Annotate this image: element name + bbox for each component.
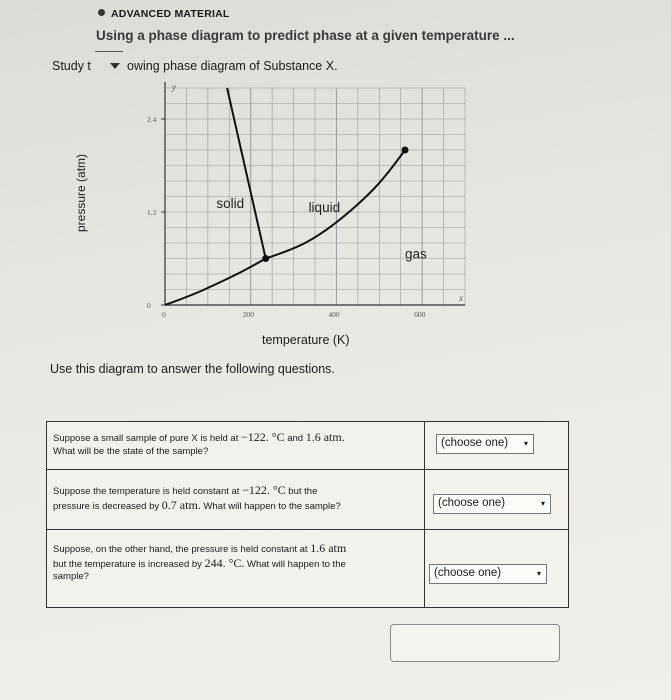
question-text-part: Suppose, on the other hand, the pressure is held constant at	[53, 544, 311, 555]
x-tick-label: 400	[328, 310, 340, 319]
question-row	[47, 422, 568, 470]
dropdown-arrow-icon: ▾	[523, 439, 528, 448]
column-divider	[424, 530, 425, 607]
column-divider	[424, 470, 425, 529]
phase-boundary-line	[227, 88, 266, 259]
dropdown-arrow-icon: ▾	[536, 569, 541, 578]
question-text-part: Suppose a small sample of pure X is held at	[53, 433, 241, 444]
x-tick-label: 0	[162, 310, 166, 319]
x-tick-label: 200	[242, 310, 254, 319]
region-label: solid	[216, 196, 245, 212]
select-value: (choose one)	[434, 567, 502, 579]
question-text-part: pressure is decreased by	[53, 500, 162, 512]
question-text-part: What will be the state of the sample?	[53, 445, 209, 457]
instructions-text: Use this diagram to answer the following questions.	[50, 362, 335, 376]
question-text-part: Suppose the temperature is held constant at	[53, 486, 243, 497]
temperature-change-select[interactable]	[429, 564, 547, 584]
question-value: 1.6 atm	[310, 541, 347, 555]
question-text-part: and	[284, 433, 306, 444]
section-label-text: ADVANCED MATERIAL	[111, 8, 230, 20]
intro-text-right: owing phase diagram of Substance X.	[127, 59, 338, 73]
question-row	[47, 530, 568, 607]
y-tick-label: 1.2	[147, 208, 157, 217]
pressure-change-select[interactable]	[433, 494, 551, 514]
intro-text-left: Study t	[52, 59, 91, 73]
select-value: (choose one)	[438, 497, 506, 509]
question-text-part: What will happen to the	[244, 558, 346, 570]
answer-button[interactable]	[390, 624, 560, 662]
question-value: −122. °C	[242, 483, 286, 497]
y-axis-letter: y	[172, 82, 176, 92]
question-text	[53, 484, 413, 513]
question-text-part: sample?	[53, 571, 89, 582]
state-select[interactable]	[436, 434, 534, 454]
phase-diagram	[0, 0, 671, 340]
dropdown-arrow-icon: ▾	[540, 499, 545, 508]
question-value: 1.6 atm.	[305, 430, 345, 444]
x-axis-title: temperature (K)	[262, 333, 350, 347]
critical-point-marker	[402, 147, 409, 154]
triple-point-marker	[262, 255, 269, 262]
y-tick-label: 0	[147, 301, 151, 310]
region-label: liquid	[308, 200, 341, 215]
question-text-part: but the temperature is increased by	[53, 558, 205, 570]
question-row	[47, 470, 568, 530]
question-text	[53, 431, 413, 458]
x-tick-label: 600	[414, 310, 426, 319]
question-text-part: What will happen to the sample?	[200, 500, 341, 512]
select-value: (choose one)	[441, 437, 509, 449]
page-title: Using a phase diagram to predict phase at a given temperature ...	[96, 28, 515, 43]
question-text-part: but the	[285, 486, 318, 497]
y-tick-label: 2.4	[147, 115, 157, 124]
column-divider	[424, 422, 425, 469]
y-axis-title: pressure (atm)	[74, 153, 88, 232]
x-axis-letter: x	[459, 293, 463, 303]
question-value: 0.7 atm.	[161, 497, 201, 512]
question-text	[53, 542, 413, 584]
region-label: gas	[405, 246, 427, 262]
questions-table	[46, 421, 569, 608]
question-value: −122. °C	[241, 430, 285, 444]
chart-grid	[165, 82, 465, 305]
question-value: 244. °C.	[204, 555, 245, 570]
